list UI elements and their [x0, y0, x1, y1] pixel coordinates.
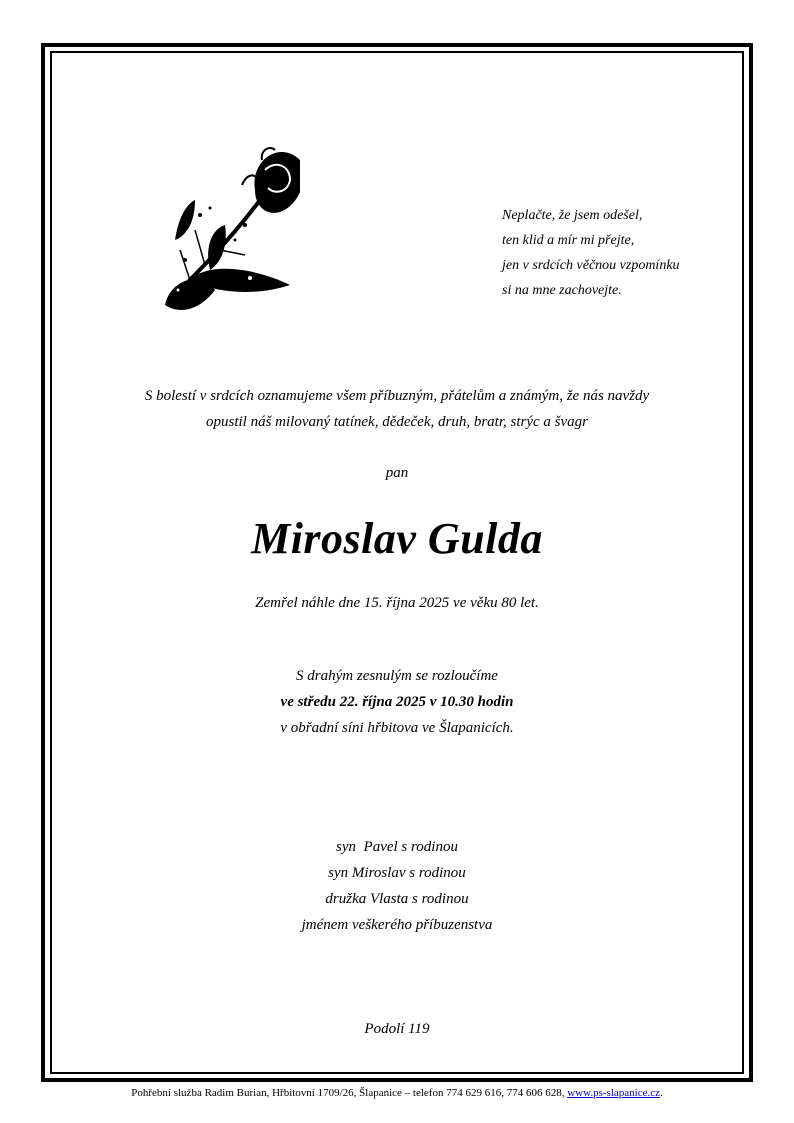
mourner: syn Miroslav s rodinou: [328, 865, 466, 881]
mourner: syn Pavel s rodinou: [336, 839, 458, 855]
poem-line: Neplačte, že jsem odešel,: [502, 208, 643, 223]
announcement-line: opustil náš milovaný tatínek, dědeček, druh, bratr, strýc a švagr: [205, 414, 589, 430]
address: Podolí 119: [364, 1021, 430, 1037]
poem: [502, 203, 680, 303]
mourners-list: [0, 834, 794, 938]
death-notice: Zemřel náhle dne 15. října 2025 ve věku 80 let.: [255, 595, 539, 611]
footer-text: Pohřební služba Radim Burian, Hřbitovní 1709/26, Šlapanice – telefon 774 629 616, 774 606 628,: [131, 1087, 568, 1099]
announcement: [0, 383, 794, 435]
farewell-line: S drahým zesnulým se rozloučíme: [296, 668, 498, 684]
footer: [0, 1087, 794, 1099]
mourner: jménem veškerého příbuzenstva: [301, 917, 493, 933]
announcement-line: S bolestí v srdcích oznamujeme všem příbuzným, přátelům a známým, že nás navždy: [144, 388, 650, 404]
honorific: pan: [385, 465, 409, 481]
farewell-location: v obřadní síni hřbitova ve Šlapanicích.: [280, 720, 514, 736]
mourner: družka Vlasta s rodinou: [325, 891, 469, 907]
poem-line: si na mne zachovejte.: [502, 283, 622, 298]
farewell-date: ve středu 22. října 2025 v 10.30 hodin: [280, 694, 514, 710]
footer-end: .: [659, 1087, 663, 1099]
rose-icon: [150, 130, 300, 330]
website-link[interactable]: www.ps-slapanice.cz: [567, 1087, 660, 1099]
poem-line: jen v srdcích věčnou vzpomínku: [502, 258, 680, 273]
deceased-name: Miroslav Gulda: [251, 514, 543, 563]
farewell-info: [0, 663, 794, 741]
poem-line: ten klid a mír mi přejte,: [502, 233, 635, 248]
